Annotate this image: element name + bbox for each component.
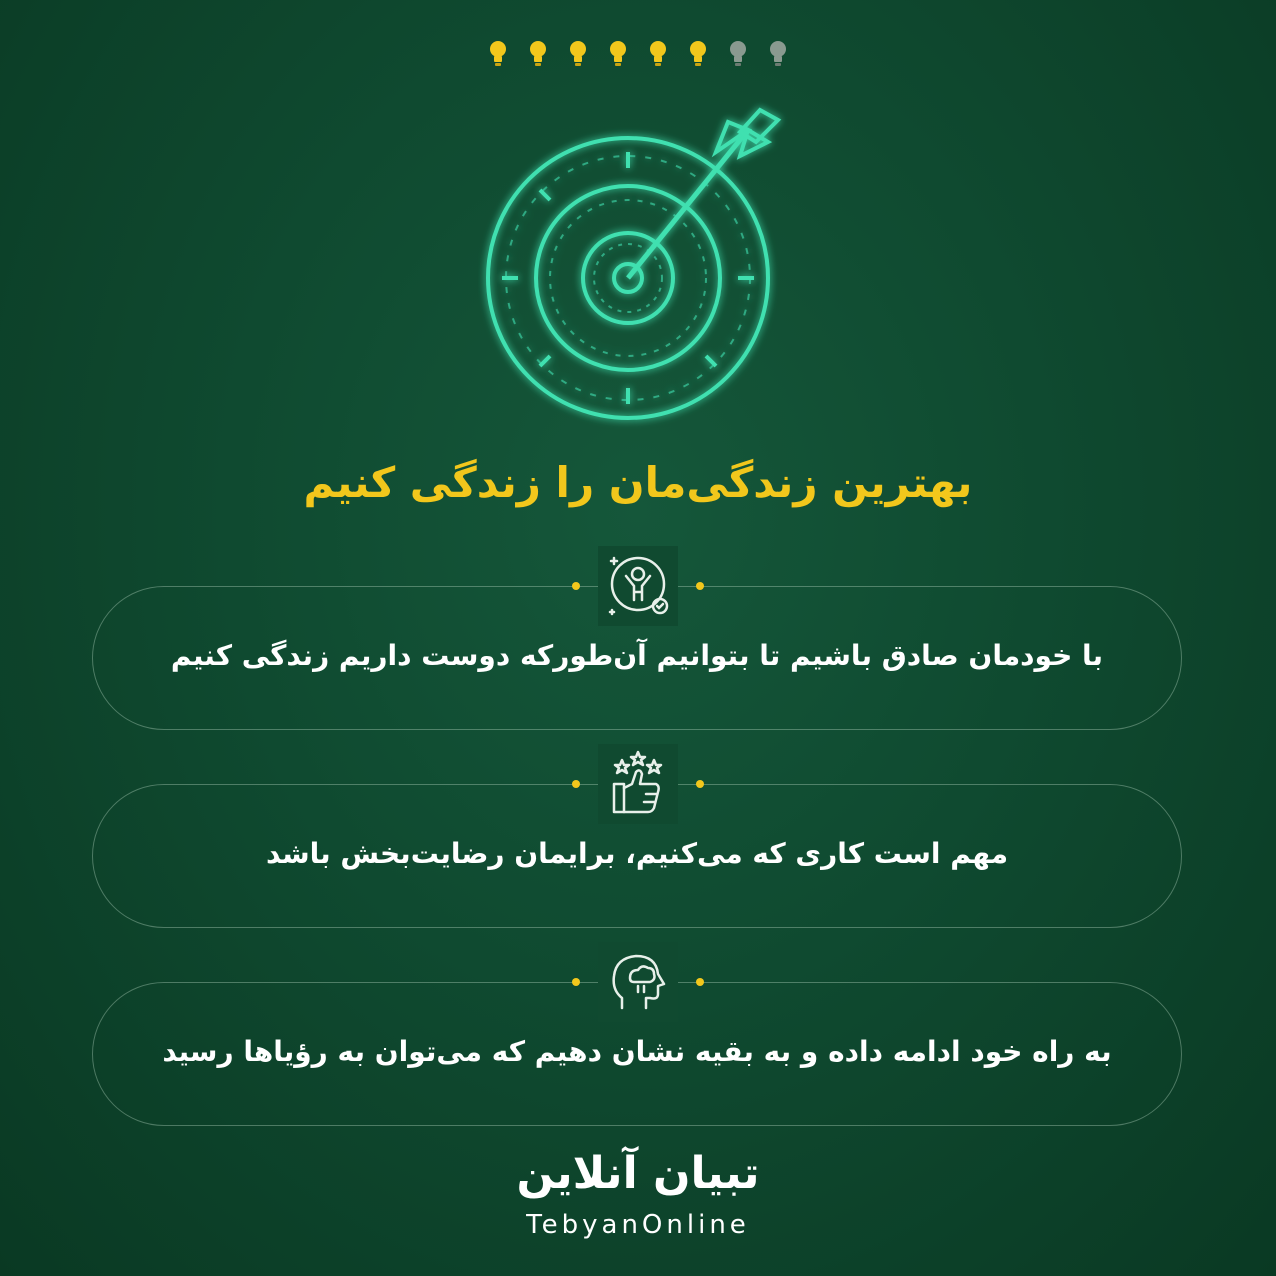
lightbulb-icon — [526, 38, 550, 68]
thumbs-up-stars-icon — [598, 744, 678, 824]
list-item-text: با خودمان صادق باشیم تا بتوانیم آن‌طورکه دوست داریم زندگی کنیم — [170, 639, 1104, 672]
lightbulb-icon — [686, 38, 710, 68]
lightbulb-icon — [566, 38, 590, 68]
lightbulb-icon — [726, 38, 750, 68]
list-item-text: مهم است کاری که می‌کنیم، برایمان رضایت‌بخش باشد — [265, 837, 1009, 870]
rating-bulbs — [0, 38, 1276, 70]
divider-dot — [696, 582, 704, 590]
target-arrow-icon — [478, 92, 808, 432]
lightbulb-icon — [606, 38, 630, 68]
divider-dot — [572, 978, 580, 986]
divider-dot — [696, 780, 704, 788]
divider-dot — [572, 582, 580, 590]
head-thinking-icon — [598, 942, 678, 1022]
logo-persian: تبیان آنلاین — [516, 1148, 760, 1199]
lightbulb-icon — [486, 38, 510, 68]
lightbulb-icon — [646, 38, 670, 68]
logo-english: TebyanOnline — [526, 1210, 750, 1240]
page-title: بهترین زندگی‌مان را زندگی کنیم — [303, 458, 973, 507]
person-success-icon — [598, 546, 678, 626]
list-item-text: به راه خود ادامه داده و به بقیه نشان دهیم که می‌توان به رؤیاها رسید — [162, 1035, 1112, 1068]
divider-dot — [696, 978, 704, 986]
lightbulb-icon — [766, 38, 790, 68]
divider-dot — [572, 780, 580, 788]
